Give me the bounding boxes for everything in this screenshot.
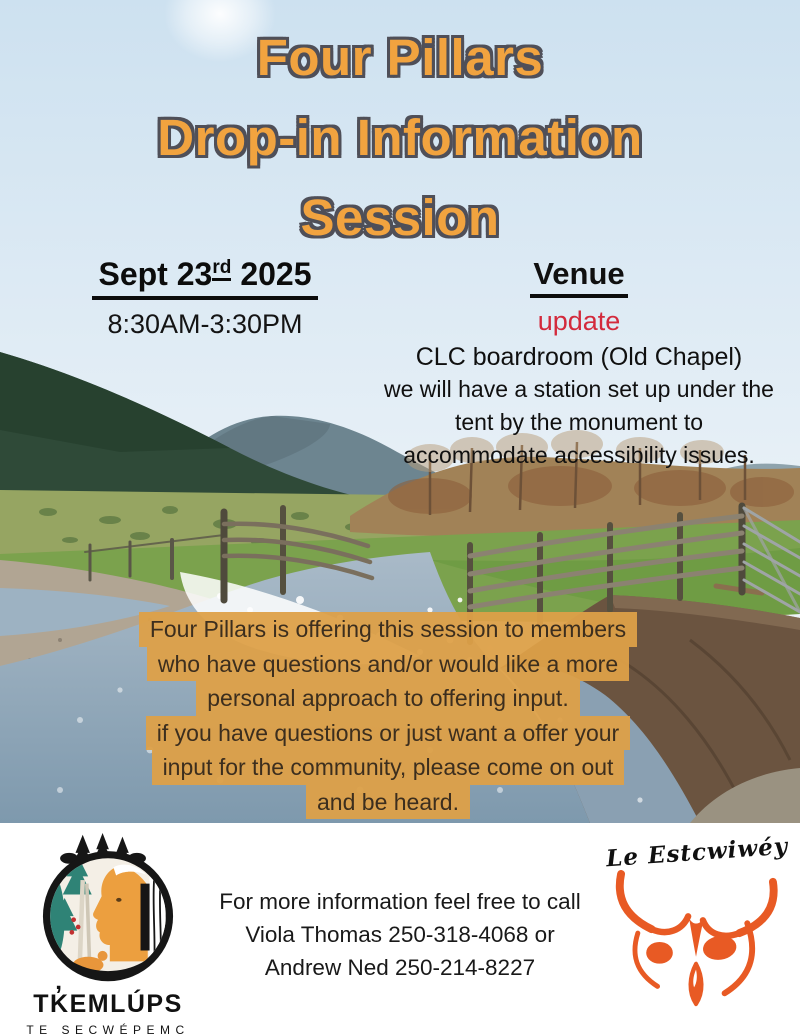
venue-note-line: accommodate accessibility issues. [403,442,755,468]
event-title [0,18,800,258]
message-line: Four Pillars is offering this session to members [0,612,788,647]
date-ordinal: rd [212,257,231,281]
venue-location: CLC boardroom (Old Chapel) [415,343,743,371]
venue-block [348,256,800,472]
owl-icon [608,870,786,1012]
contact-info [170,885,630,984]
title-line-3: Session [300,189,500,246]
title-line-2: Drop-in Information [157,109,643,166]
venue-note-line: we will have a station set up under the [384,376,774,402]
tkemlups-emblem-icon [28,833,188,983]
contact-line: Andrew Ned 250-214-8227 [264,955,536,980]
footer [0,823,800,1035]
event-time: 8:30AM-3:30PM [107,309,303,339]
org-name: TK̓EMLÚPS [33,990,183,1018]
program-name: Le Estcwiwéy [605,832,789,873]
program-logo [602,832,792,1012]
message-line: personal approach to offering input. [0,681,788,716]
date-time-block [80,256,330,340]
message-line: who have questions and/or would like a more [0,647,788,682]
venue-note-line: tent by the monument to [454,409,704,435]
date-day: Sept 23 [98,256,213,292]
message-line: input for the community, please come on out [0,750,788,785]
title-line-1: Four Pillars [256,29,544,86]
org-subtitle: TE SECWÉPEMC [26,1023,190,1035]
venue-update-label: update [537,306,621,336]
event-date [92,256,317,300]
session-description [0,612,788,819]
venue-heading: Venue [530,256,627,298]
message-line: if you have questions or just want a offer your [0,716,788,751]
contact-line: For more information feel free to call [219,889,581,914]
date-year: 2025 [240,256,312,292]
contact-line: Viola Thomas 250-318-4068 or [245,922,555,947]
venue-note [348,373,800,472]
message-line: and be heard. [0,785,788,820]
